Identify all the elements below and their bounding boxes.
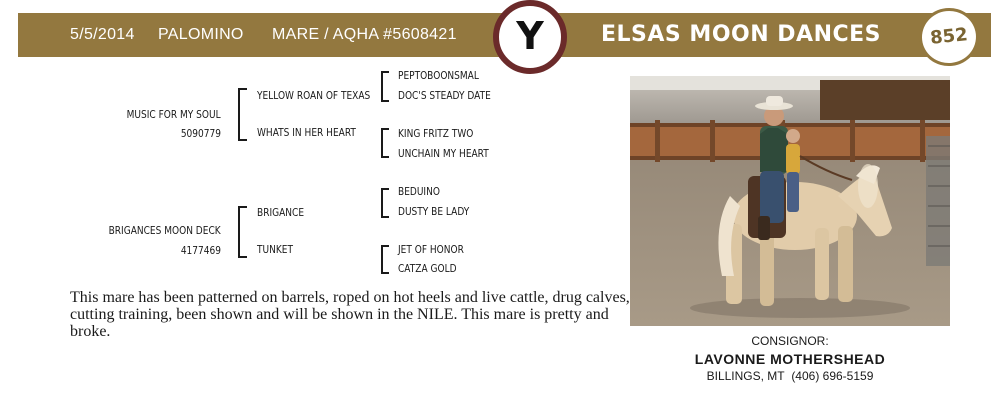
pedigree-bracket xyxy=(381,216,389,218)
consignor-name: LAVONNE MOTHERSHEAD xyxy=(694,351,886,367)
pedigree-bracket xyxy=(381,71,389,73)
sire-sire-sire: PEPTOBOONSMAL xyxy=(398,69,479,82)
dam-sire: BRIGANCE xyxy=(257,206,305,219)
badge-y-icon: Y xyxy=(493,0,567,74)
sire-sire: YELLOW ROAN OF TEXAS xyxy=(257,89,371,102)
consignor-location: BILLINGS, MT xyxy=(706,369,785,383)
dam-dam-sire: JET OF HONOR xyxy=(398,243,464,256)
pedigree-bracket xyxy=(238,206,247,208)
horse-color: PALOMINO xyxy=(158,26,244,43)
dam-dam-dam: CATZA GOLD xyxy=(398,262,457,275)
pedigree-bracket xyxy=(238,88,240,140)
sire-dam-dam: UNCHAIN MY HEART xyxy=(398,147,489,160)
pedigree-bracket xyxy=(381,245,389,247)
sire-sire-dam: DOC'S STEADY DATE xyxy=(398,89,491,102)
pedigree-bracket xyxy=(381,71,383,102)
pedigree-bracket xyxy=(381,245,383,274)
lot-number-badge: 852 xyxy=(916,5,982,69)
dam-registration: 4177469 xyxy=(180,244,221,257)
dam-sire-dam: DUSTY BE LADY xyxy=(398,205,470,218)
consignor-contact xyxy=(630,369,950,383)
horse-name: ELSAS MOON DANCES xyxy=(601,22,882,47)
pedigree-bracket xyxy=(381,272,389,274)
foal-date: 5/5/2014 xyxy=(70,26,135,43)
sire-name: MUSIC FOR MY SOUL xyxy=(127,108,221,121)
pedigree-bracket xyxy=(381,188,389,190)
horse-photo xyxy=(630,76,950,326)
pedigree-bracket xyxy=(238,256,247,258)
sire-registration: 5090779 xyxy=(180,127,221,140)
consignor-label: CONSIGNOR: xyxy=(751,334,829,348)
pedigree-bracket xyxy=(381,128,389,130)
dam-name: BRIGANCES MOON DECK xyxy=(108,224,221,237)
dam-sire-sire: BEDUINO xyxy=(398,185,440,198)
consignor-phone: (406) 696-5159 xyxy=(791,369,874,383)
pedigree-bracket xyxy=(381,188,383,218)
horse-description: This mare has been patterned on barrels, roped on hot heels and live cattle, drug calves, cutting training, been shown and will be shown in the NILE. This mare is pretty and broke. xyxy=(70,289,630,340)
pedigree-bracket xyxy=(381,128,383,158)
pedigree-bracket xyxy=(238,206,240,258)
pedigree-bracket xyxy=(238,88,247,90)
sire-dam: WHATS IN HER HEART xyxy=(257,126,356,139)
sire-dam-sire: KING FRITZ TWO xyxy=(398,127,474,140)
pedigree-bracket xyxy=(381,156,389,158)
pedigree-bracket xyxy=(381,100,389,102)
sex-registration: MARE / AQHA #5608421 xyxy=(272,26,457,43)
pedigree-bracket xyxy=(238,139,247,141)
dam-dam: TUNKET xyxy=(257,243,293,256)
